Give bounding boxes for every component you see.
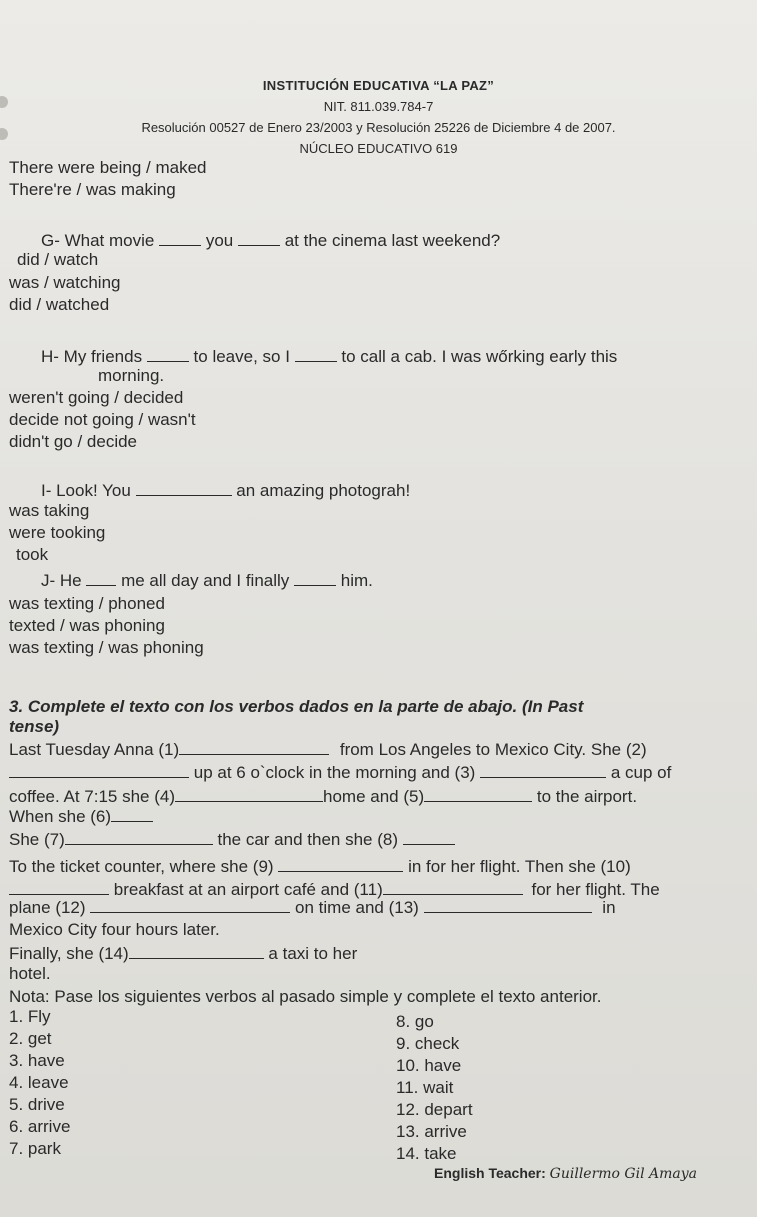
verb-item: 11. wait	[396, 1078, 454, 1097]
question-text: morning.	[98, 366, 165, 385]
text-segment: from Los Angeles to Mexico City. She (2)	[339, 740, 647, 759]
instruction-note: Nota: Pase los siguientes verbos al pasado simple y complete el texto anterior.	[9, 987, 602, 1006]
question-text: you	[205, 231, 234, 250]
question-j	[41, 571, 373, 591]
answer-blank-7[interactable]	[65, 830, 213, 845]
verb-item: 3. have	[9, 1051, 65, 1070]
option-text: didn't go / decide	[9, 432, 138, 451]
text-segment: She (7)	[9, 830, 65, 849]
option-text: took	[16, 545, 49, 564]
text-segment: the car and then she (8)	[217, 830, 398, 849]
text-segment: coffee. At 7:15 she (4)	[9, 787, 176, 806]
question-text: to leave, so I	[193, 347, 290, 366]
text-segment: to the airport.	[536, 787, 638, 806]
answer-blank-12[interactable]	[90, 898, 290, 913]
answer-blank[interactable]	[147, 347, 189, 362]
option-text: did / watch	[17, 250, 99, 269]
answer-blank-2[interactable]	[9, 763, 189, 778]
text-segment: breakfast at an airport café and (11)	[113, 880, 383, 899]
text-segment: home and (5)	[323, 787, 425, 806]
answer-blank[interactable]	[86, 571, 116, 586]
section-title: tense)	[9, 717, 60, 736]
answer-blank[interactable]	[294, 571, 336, 586]
verb-item: 12. depart	[396, 1100, 473, 1119]
question-text: I- Look! You	[41, 481, 131, 500]
question-text: J- He	[41, 571, 82, 590]
option-text: was taking	[9, 501, 90, 520]
question-text: to call a cab. I was wőrking early this	[341, 347, 618, 366]
verb-item: 1. Fly	[9, 1007, 51, 1026]
verb-item: 2. get	[9, 1029, 52, 1048]
question-g	[41, 231, 500, 251]
option-text: did / watched	[9, 295, 110, 314]
question-text: at the cinema last weekend?	[284, 231, 501, 250]
verb-item: 14. take	[396, 1144, 457, 1163]
verb-item: 8. go	[396, 1012, 434, 1031]
question-text: me all day and I finally	[121, 571, 290, 590]
text-line	[9, 740, 647, 760]
answer-blank[interactable]	[295, 347, 337, 362]
question-h	[41, 347, 617, 367]
text-line	[9, 807, 153, 827]
option-text: was texting / was phoning	[9, 638, 204, 657]
option-text: were tooking	[9, 523, 106, 542]
answer-blank-4[interactable]	[175, 787, 323, 802]
text-segment: To the ticket counter, where she (9)	[9, 857, 274, 876]
answer-blank-11[interactable]	[383, 880, 523, 895]
answer-blank-14[interactable]	[129, 944, 264, 959]
text-segment: Mexico City four hours later.	[9, 920, 220, 939]
answer-blank-9[interactable]	[278, 857, 403, 872]
text-line	[9, 787, 637, 807]
question-text: G- What movie	[41, 231, 155, 250]
text-segment: Last Tuesday Anna (1)	[9, 740, 180, 759]
option-text: was / watching	[9, 273, 121, 292]
text-line	[9, 763, 671, 783]
text-segment: in	[602, 898, 616, 917]
answer-blank-3[interactable]	[480, 763, 606, 778]
teacher-credit	[434, 1163, 697, 1184]
option-text: There're / was making	[9, 180, 176, 199]
text-line	[9, 830, 455, 850]
answer-blank-1[interactable]	[179, 740, 329, 755]
text-segment: a taxi to her	[268, 944, 358, 963]
question-i	[41, 481, 410, 501]
answer-blank-13[interactable]	[424, 898, 592, 913]
question-text: H- My friends	[41, 347, 143, 366]
text-segment: on time and (13)	[295, 898, 419, 917]
text-segment: in for her flight. Then she (10)	[408, 857, 631, 876]
verb-item: 9. check	[396, 1034, 460, 1053]
text-segment: for her flight. The	[531, 880, 660, 899]
text-line	[9, 857, 631, 877]
nucleus-text: NÚCLEO EDUCATIVO 619	[299, 141, 458, 156]
option-text: texted / was phoning	[9, 616, 165, 635]
answer-blank-6[interactable]	[111, 807, 153, 822]
nit-number: NIT. 811.039.784-7	[323, 99, 434, 114]
text-segment: When she (6)	[9, 807, 112, 826]
text-segment: up at 6 o`clock in the morning and (3)	[193, 763, 476, 782]
text-segment: plane (12)	[9, 898, 86, 917]
answer-blank[interactable]	[159, 231, 201, 246]
text-segment: hotel.	[9, 964, 51, 983]
verb-item: 5. drive	[9, 1095, 65, 1114]
option-text: weren't going / decided	[9, 388, 184, 407]
text-line	[9, 898, 616, 918]
section-title: 3. Complete el texto con los verbos dados en la parte de abajo. (In Past	[9, 697, 584, 716]
question-text: him.	[340, 571, 373, 590]
option-text: was texting / phoned	[9, 594, 165, 613]
text-line	[9, 944, 357, 964]
option-text: decide not going / wasn't	[9, 410, 196, 429]
resolution-text: Resolución 00527 de Enero 23/2003 y Resolución 25226 de Diciembre 4 de 2007.	[141, 120, 616, 135]
verb-item: 4. leave	[9, 1073, 69, 1092]
institution-name: INSTITUCIÓN EDUCATIVA “LA PAZ”	[262, 78, 495, 93]
verb-item: 13. arrive	[396, 1122, 467, 1141]
answer-blank[interactable]	[136, 481, 232, 496]
verb-item: 7. park	[9, 1139, 61, 1158]
answer-blank-8[interactable]	[403, 830, 455, 845]
text-segment: Finally, she (14)	[9, 944, 129, 963]
answer-blank[interactable]	[238, 231, 280, 246]
teacher-label: English Teacher:	[434, 1165, 546, 1181]
question-text: an amazing photograh!	[236, 481, 411, 500]
teacher-name: Guillermo Gil Amaya	[549, 1166, 698, 1182]
option-text: There were being / maked	[9, 158, 207, 177]
verb-item: 10. have	[396, 1056, 462, 1075]
text-segment: a cup of	[610, 763, 672, 782]
answer-blank-5[interactable]	[424, 787, 532, 802]
answer-blank-10[interactable]	[9, 880, 109, 895]
verb-item: 6. arrive	[9, 1117, 71, 1136]
text-line	[9, 880, 660, 900]
